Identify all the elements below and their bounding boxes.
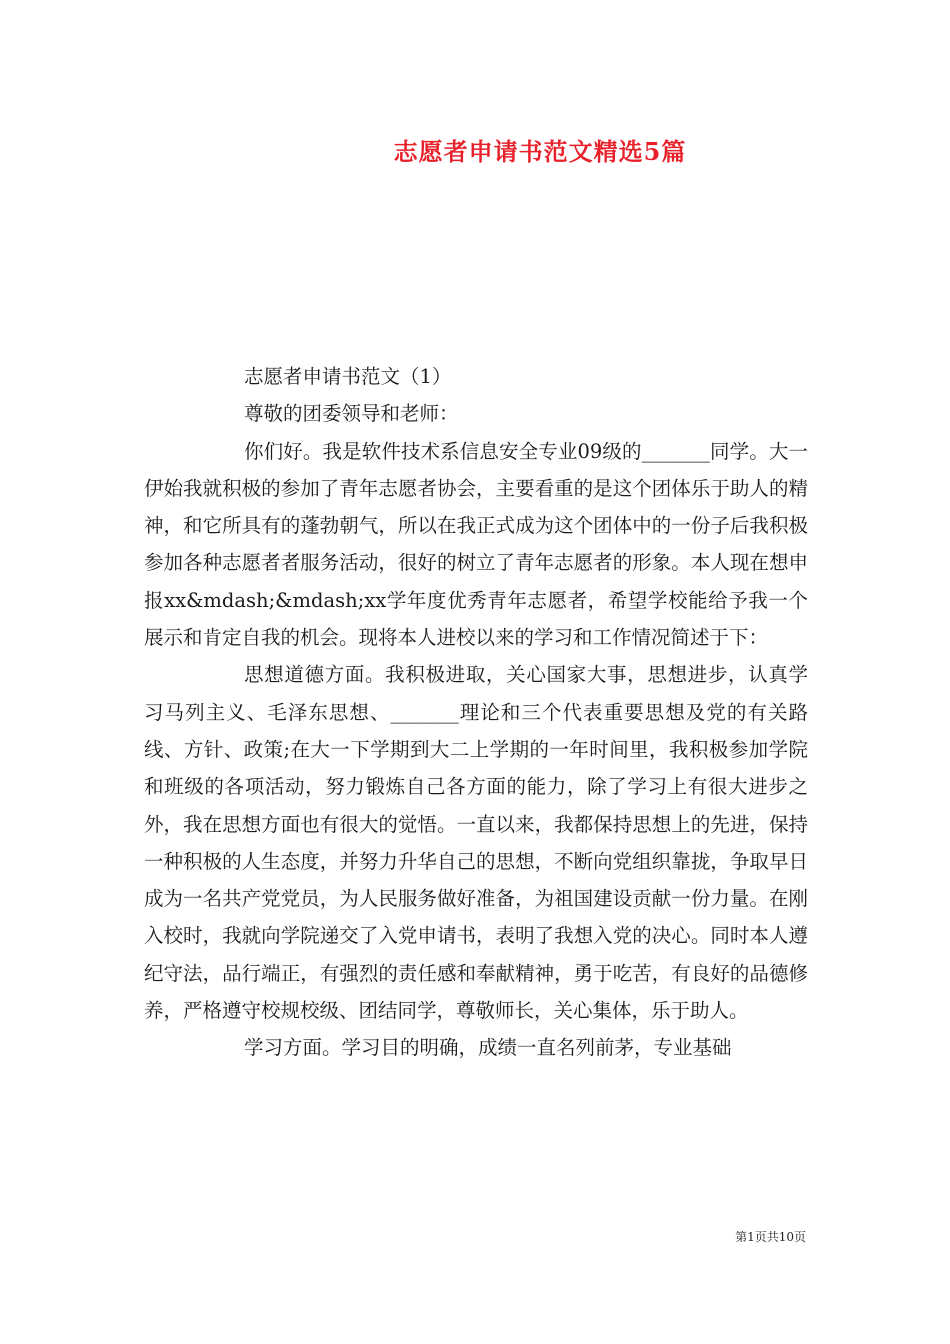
section-heading: 志愿者申请书范文（1）	[244, 365, 452, 388]
body-paragraph: 思想道德方面。我积极进取，关心国家大事，思想进步，认真学习马列主义、毛泽东思想、_______理论和三个代表重要思想及党的有关路线、方针、政策;在大一下学期到大二上学期的一年时间里，我积极参加学院和班级的各项活动，努力锻炼自己各方面的能力，除了学习上有很大进步之外，我在思想方面也有很大的觉悟。一直以来，我都保持思想上的先进，保持一种积极的人生态度，并努力升华自己的思想，不断向党组织靠拢，争取早日成为一名共产党党员，为人民服务做好准备，为祖国建设贡献一份力量。在刚入校时，我就向学院递交了入党申请书，表明了我想入党的决心。同时本人遵纪守法，品行端正，有强烈的责任感和奉献精神，勇于吃苦，有良好的品德修养，严格遵守校规校级、团结同学，尊敬师长，关心集体，乐于助人。	[144, 663, 808, 1023]
page-number: 第1页共10页	[735, 1230, 806, 1244]
body-paragraph: 学习方面。学习目的明确，成绩一直名列前茅，专业基础	[244, 1036, 732, 1060]
body-paragraph: 你们好。我是软件技术系信息安全专业09级的_______同学。大一伊始我就积极的参加了青年志愿者协会，主要看重的是这个团体乐于助人的精神，和它所具有的蓬勃朝气，所以在我正式成为这个团体中的一份子后我积极参加各种志愿者者服务活动，很好的树立了青年志愿者的形象。本人现在想申报xx&mdash;&mdash;xx学年度优秀青年志愿者，希望学校能给予我一个展示和肯定自我的机会。现将本人进校以来的学习和工作情况简述于下：	[144, 439, 808, 650]
document-title: 志愿者申请书范文精选5篇	[393, 137, 687, 166]
salutation: 尊敬的团委领导和老师：	[244, 402, 459, 426]
document-body	[144, 358, 808, 1067]
